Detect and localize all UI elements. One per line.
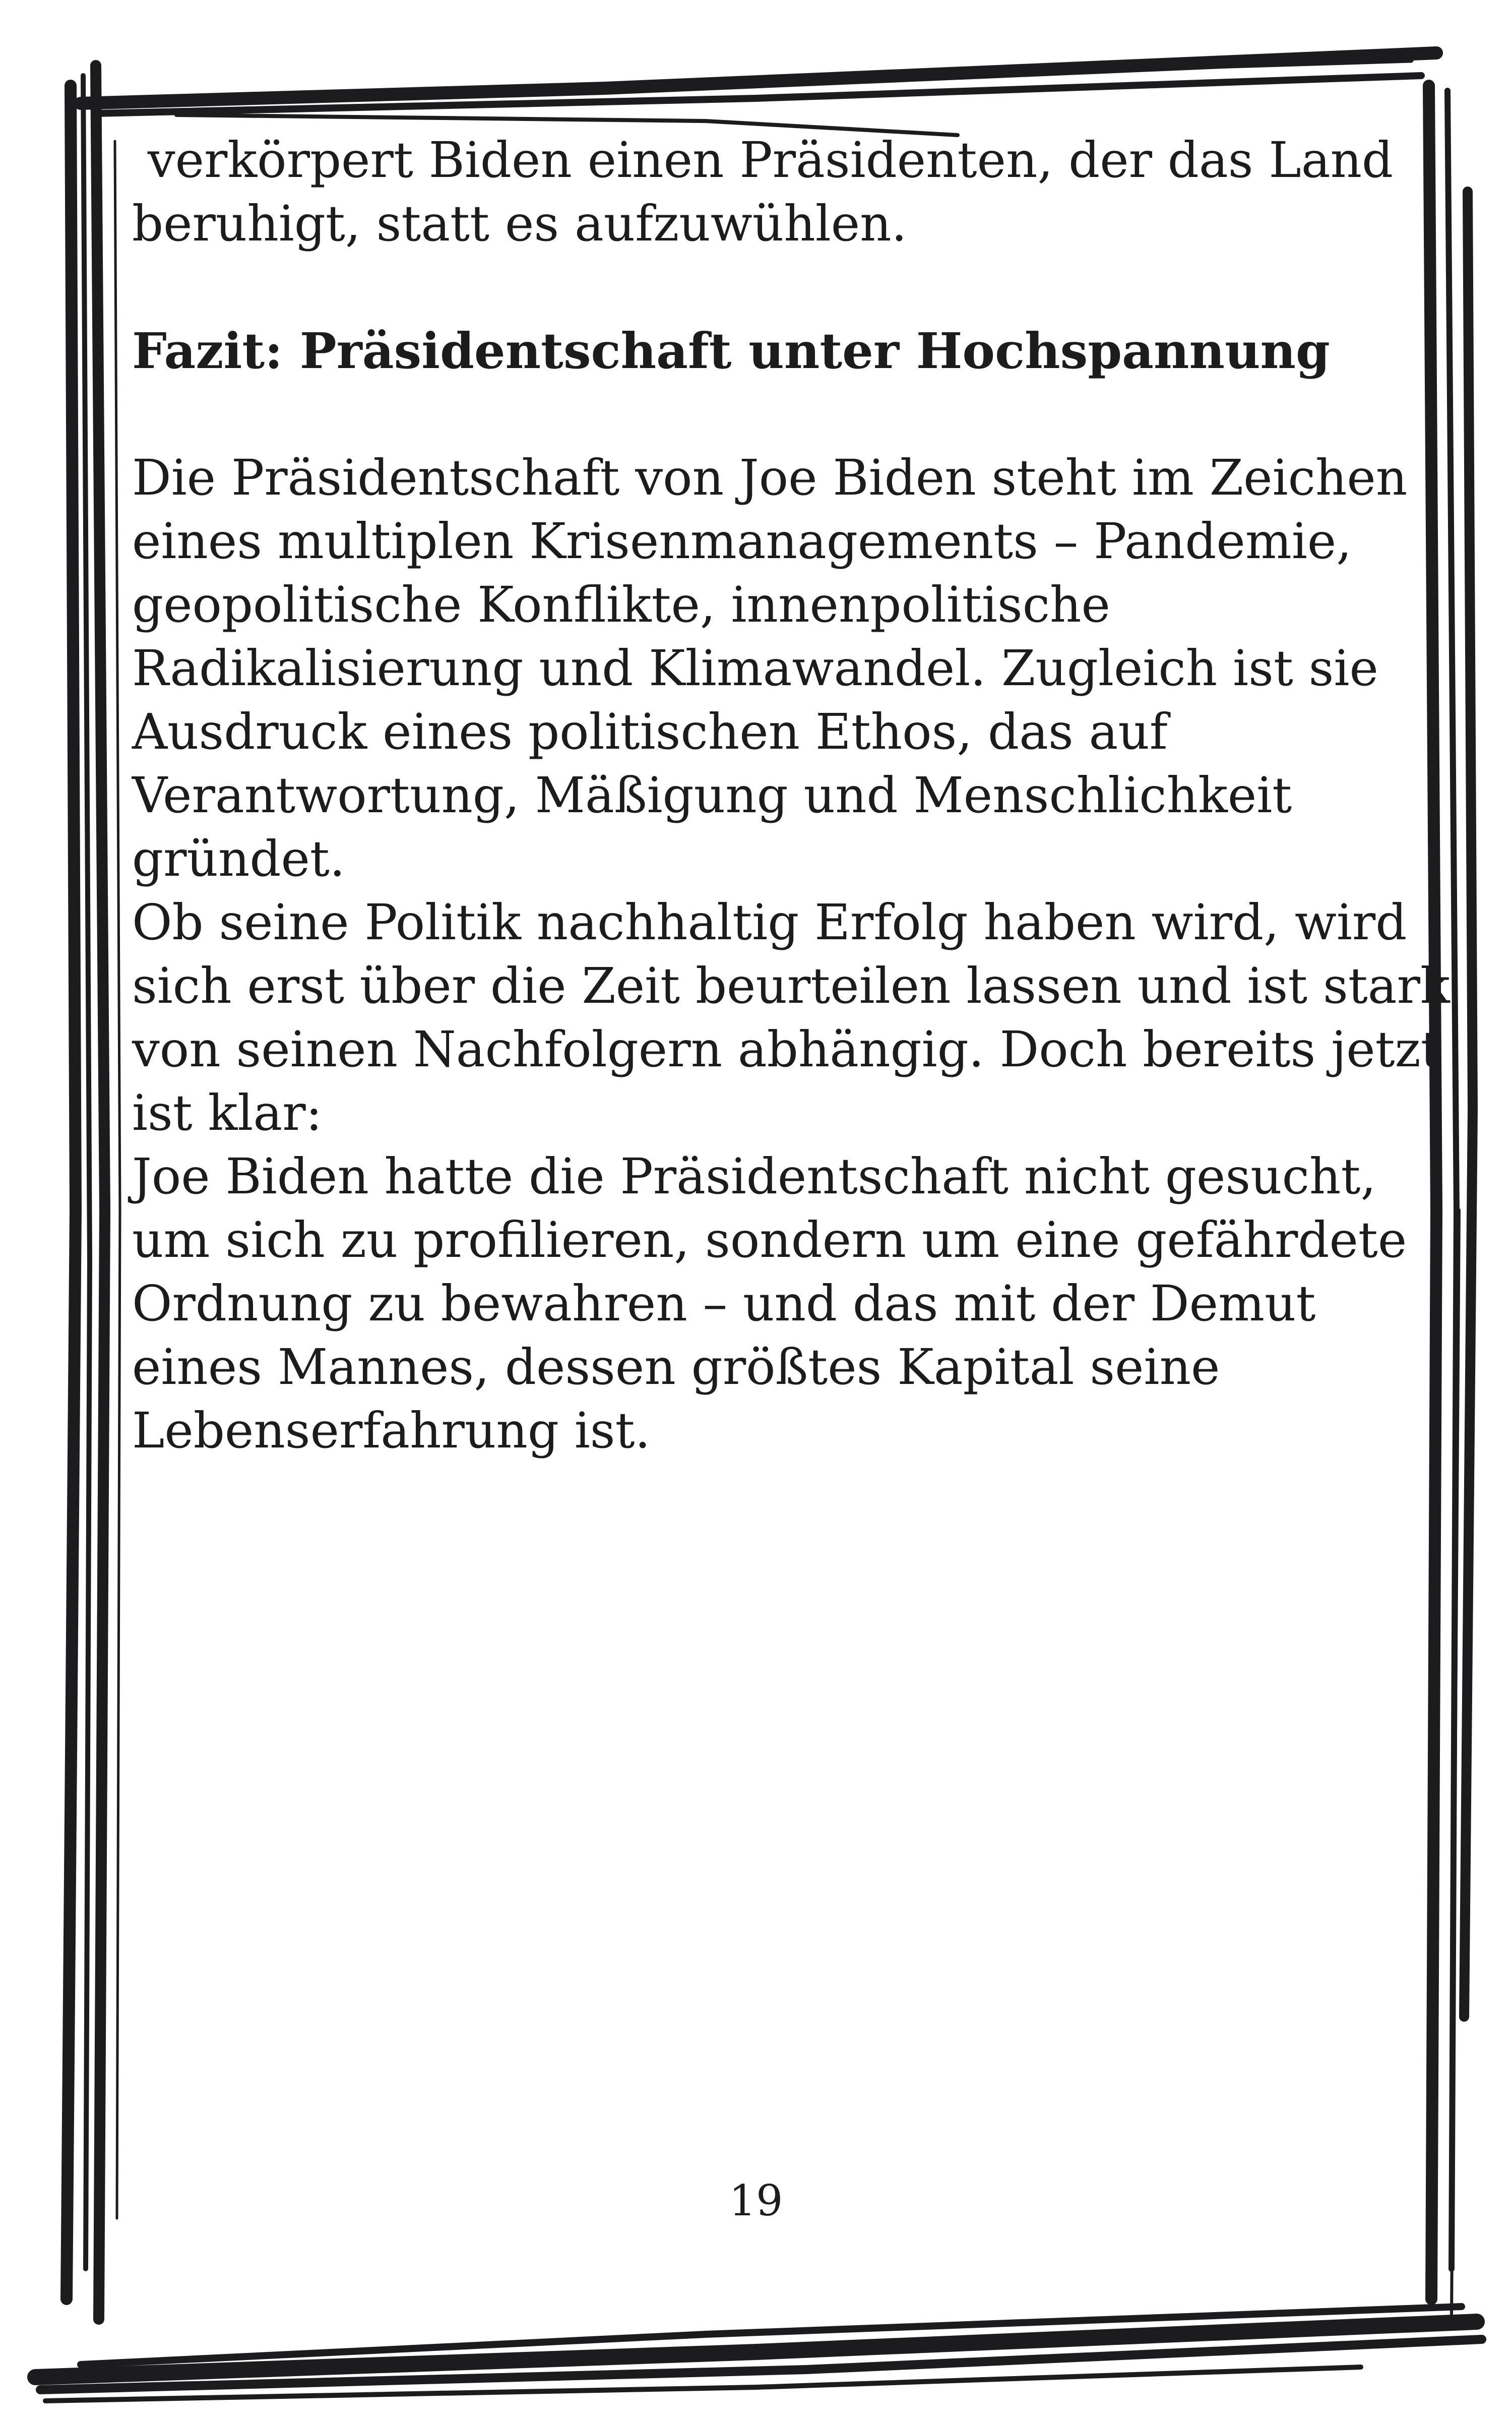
paragraph1-line: gründet. xyxy=(132,830,345,887)
page-number: 19 xyxy=(729,2176,783,2225)
paragraph2-line: von seinen Nachfolgern abhängig. Doch bereits jetzt xyxy=(132,1021,1440,1078)
intro-line: beruhigt, statt es aufzuwühlen. xyxy=(132,195,907,252)
spacer xyxy=(132,383,1392,446)
paragraph3-line: um sich zu profilieren, sondern um eine gefährdete xyxy=(132,1212,1407,1268)
paragraph1-line: Verantwortung, Mäßigung und Menschlichkeit xyxy=(132,767,1292,824)
paragraph1-line: Ausdruck eines politischen Ethos, das auf xyxy=(132,703,1168,760)
paragraph3-line: Joe Biden hatte die Präsidentschaft nicht gesucht, xyxy=(132,1148,1376,1205)
paragraph2-line: Ob seine Politik nachhaltig Erfolg haben wird, wird xyxy=(132,894,1407,951)
paragraph1-line: eines multiplen Krisenmanagements – Pandemie, xyxy=(132,513,1352,570)
intro-line: verkörpert Biden einen Präsidenten, der das Land xyxy=(132,132,1394,189)
paragraph3-line: Lebenserfahrung ist. xyxy=(132,1402,651,1459)
frame-right-stroke xyxy=(1464,192,1473,2017)
paragraph3-line: Ordnung zu bewahren – und das mit der Demut xyxy=(132,1275,1316,1332)
frame-left-stroke xyxy=(67,86,76,2299)
page-body xyxy=(132,129,1450,1463)
frame-left-stroke xyxy=(115,141,120,2218)
paragraph3-line: eines Mannes, dessen größtes Kapital seine xyxy=(132,1339,1220,1396)
paragraph2-line: ist klar: xyxy=(132,1084,323,1141)
paragraph2-line: sich erst über die Zeit beurteilen lassen und ist stark xyxy=(132,957,1450,1014)
frame-right-stroke xyxy=(1429,86,1436,2299)
paragraph1-line: Radikalisierung und Klimawandel. Zugleich ist sie xyxy=(132,640,1378,697)
frame-left-stroke xyxy=(96,66,105,2319)
section-heading: Fazit: Präsidentschaft unter Hochspannung xyxy=(132,322,1330,380)
paragraph1-line: geopolitische Konflikte, innenpolitische xyxy=(132,576,1110,633)
spacer xyxy=(132,256,1392,319)
frame-left-stroke xyxy=(83,76,90,2269)
paragraph1-line: Die Präsidentschaft von Joe Biden steht im Zeichen xyxy=(132,449,1408,506)
